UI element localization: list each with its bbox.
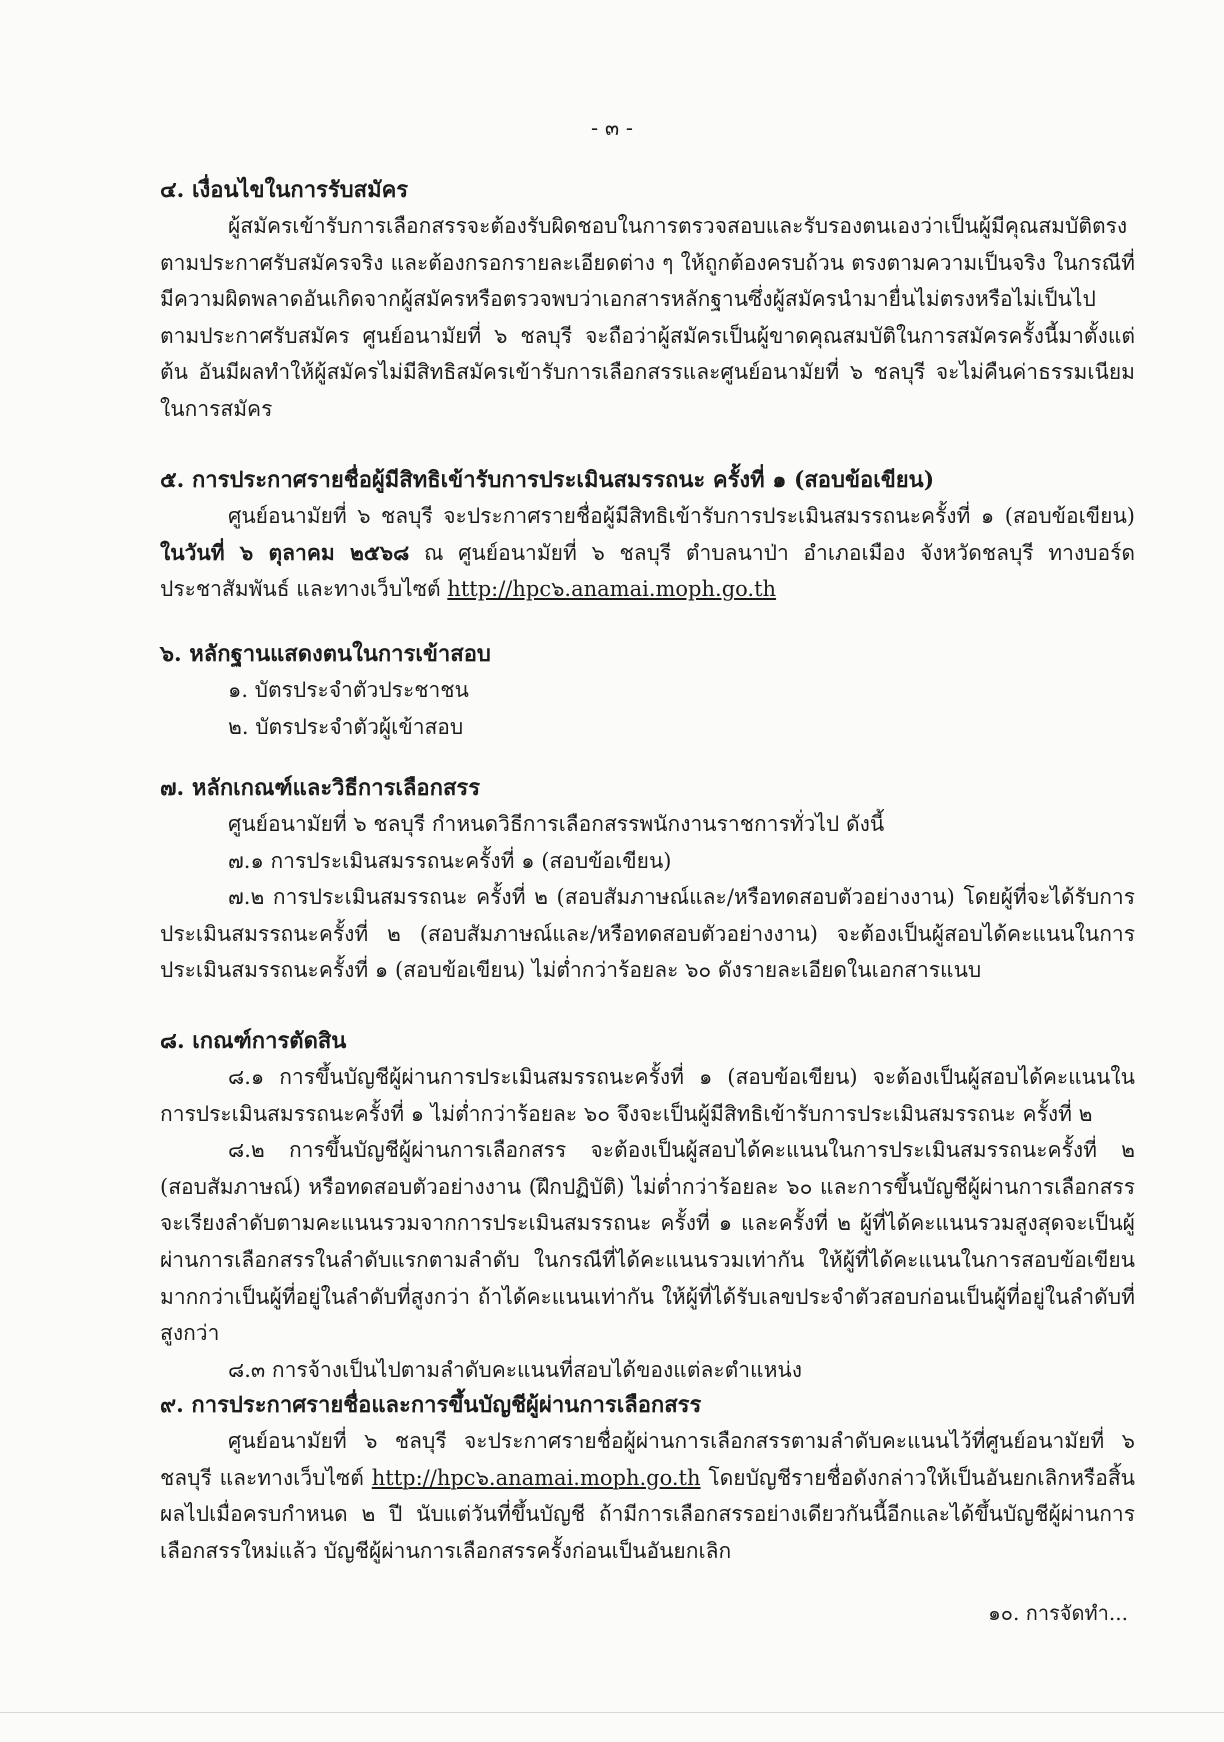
section-8-item-2: ๘.๒ การขึ้นบัญชีผู้ผ่านการเลือกสรร จะต้องเป็นผู้สอบได้คะแนนในการประเมินสมรรถนะครั้งที่ ๒ (สอบสัมภาษณ์) หรือทดสอบตัวอย่างงาน (ฝึกปฏิบัติ) ไม่ต่ำกว่าร้อยละ ๖๐ และการขึ้นบัญชีผู้ผ่านการเลือกสรร จะเรียงลำดับตามคะแนนรวมจากการประเมินสมรรถนะ ครั้งที่ ๑ และครั้งที่ ๒ ผู้ที่ได้คะแนนรวมสูงสุดจะเป็นผู้ผ่านการเลือกสรรในลำดับแรกตามลำดับ ในกรณีที่ได้คะแนนรวมเท่ากัน ให้ผู้ที่ได้คะแนนในการสอบข้อเขียนมากกว่าเป็นผู้ที่อยู่ในลำดับที่สูงกว่า ถ้าได้คะแนนเท่ากัน ให้ผู้ที่ได้รับเลขประจำตัวสอบก่อนเป็นผู้ที่อยู่ในลำดับที่สูงกว่า: [160, 1138, 1135, 1346]
section-8: [160, 1023, 1135, 1388]
page-number: - ๓ -: [591, 116, 633, 140]
section-8-item-3: ๘.๓ การจ้างเป็นไปตามลำดับคะแนนที่สอบได้ของแต่ละตำแหน่ง: [228, 1357, 803, 1382]
announcement-date: ในวันที่ ๖ ตุลาคม ๒๕๖๘: [160, 539, 410, 565]
section-4-heading: ๔. เงื่อนไขในการรับสมัคร: [160, 177, 409, 203]
website-link[interactable]: http://hpc๖.anamai.moph.go.th: [447, 577, 777, 602]
section-8-item-1: ๘.๑ การขึ้นบัญชีผู้ผ่านการประเมินสมรรถนะครั้งที่ ๑ (สอบข้อเขียน) จะต้องเป็นผู้สอบได้คะแนนในการประเมินสมรรถนะครั้งที่ ๑ ไม่ต่ำกว่าร้อยละ ๖๐ จึงจะเป็นผู้มีสิทธิเข้ารับการประเมินสมรรถนะ ครั้งที่ ๒: [160, 1065, 1135, 1126]
continuation-note: ๑๐. การจัดทำ...: [988, 1601, 1128, 1625]
section-9-heading: ๙. การประกาศรายชื่อและการขึ้นบัญชีผู้ผ่านการเลือกสรร: [160, 1392, 702, 1418]
section-9-body: [160, 1423, 1135, 1569]
section-9-body-text-a: ศูนย์อนามัยที่ ๖ ชลบุรี จะประกาศรายชื่อผู้ผ่านการเลือกสรรตามลำดับคะแนนไว้ที่ศูนย์อนามัยที่ ๖ ชลบุรี และทางเว็บไซต์: [160, 1429, 1135, 1490]
section-8-heading: ๘. เกณฑ์การตัดสิน: [160, 1028, 347, 1054]
section-9: [160, 1387, 1135, 1569]
section-7-intro: ศูนย์อนามัยที่ ๖ ชลบุรี กำหนดวิธีการเลือกสรรพนักงานราชการทั่วไป ดังนี้: [228, 812, 885, 836]
section-7: [160, 770, 1135, 989]
section-7-item-2: ๗.๒ การประเมินสมรรถนะ ครั้งที่ ๒ (สอบสัมภาษณ์และ/หรือทดสอบตัวอย่างงาน) โดยผู้ที่จะได้รับการประเมินสมรรถนะครั้งที่ ๒ (สอบสัมภาษณ์และ/หรือทดสอบตัวอย่างงาน) จะต้องเป็นผู้สอบได้คะแนนในการประเมินสมรรถนะครั้งที่ ๑ (สอบข้อเขียน) ไม่ต่ำกว่าร้อยละ ๖๐ ดังรายละเอียดในเอกสารแนบ: [160, 885, 1135, 983]
section-4-body: ผู้สมัครเข้ารับการเลือกสรรจะต้องรับผิดชอบในการตรวจสอบและรับรองตนเองว่าเป็นผู้มีคุณสมบัติตรงตามประกาศรับสมัครจริง และต้องกรอกรายละเอียดต่าง ๆ ให้ถูกต้องครบถ้วน ตรงตามความเป็นจริง ในกรณีที่มีความผิดพลาดอันเกิดจากผู้สมัครหรือตรวจพบว่าเอกสารหลักฐานซึ่งผู้สมัครนำมายื่นไม่ตรงหรือไม่เป็นไปตามประกาศรับสมัคร ศูนย์อนามัยที่ ๖ ชลบุรี จะถือว่าผู้สมัครเป็นผู้ขาดคุณสมบัติในการสมัครครั้งนี้มาตั้งแต่ต้น อันมีผลทำให้ผู้สมัครไม่มีสิทธิสมัครเข้ารับการเลือกสรรและศูนย์อนามัยที่ ๖ ชลบุรี จะไม่คืนค่าธรรมเนียมในการสมัคร: [160, 214, 1135, 421]
section-6-heading: ๖. หลักฐานแสดงตนในการเข้าสอบ: [160, 641, 491, 667]
section-4: [160, 172, 1135, 428]
section-5-body-text-a: ศูนย์อนามัยที่ ๖ ชลบุรี จะประกาศรายชื่อผู้มีสิทธิเข้ารับการประเมินสมรรถนะครั้งที่ ๑ (สอบข้อเขียน): [228, 504, 1135, 528]
list-item: ๒. บัตรประจำตัวผู้เข้าสอบ: [228, 714, 464, 739]
section-5: [160, 462, 1135, 608]
list-item: ๑. บัตรประจำตัวประชาชน: [228, 678, 469, 702]
section-9-body-text-b: โดยบัญชีรายชื่อดังกล่าวให้เป็นอันยกเลิกหรือสิ้นผลไปเมื่อครบกำหนด ๒ ปี นับแต่วันที่ขึ้นบัญชี ถ้ามีการเลือกสรรอย่างเดียวกันนี้อีกและได้ขึ้นบัญชีผู้ผ่านการเลือกสรรใหม่แล้ว บัญชีผู้ผ่านการเลือกสรรครั้งก่อนเป็นอันยกเลิก: [160, 1465, 1135, 1563]
section-7-item-1: ๗.๑ การประเมินสมรรถนะครั้งที่ ๑ (สอบข้อเขียน): [228, 848, 672, 873]
section-5-body: [160, 498, 1135, 608]
section-5-heading: ๕. การประกาศรายชื่อผู้มีสิทธิเข้ารับการประเมินสมรรถนะ ครั้งที่ ๑ (สอบข้อเขียน): [160, 467, 935, 493]
section-7-heading: ๗. หลักเกณฑ์และวิธีการเลือกสรร: [160, 775, 481, 801]
section-5-body-text-b: ณ ศูนย์อนามัยที่ ๖ ชลบุรี ตำบลนาป่า อำเภอเมือง จังหวัดชลบุรี ทางบอร์ดประชาสัมพันธ์ และทางเว็บไซต์: [160, 540, 1135, 602]
page-bottom-divider: [0, 1712, 1224, 1713]
website-link[interactable]: http://hpc๖.anamai.moph.go.th: [371, 1465, 701, 1490]
section-6: [160, 636, 1135, 745]
